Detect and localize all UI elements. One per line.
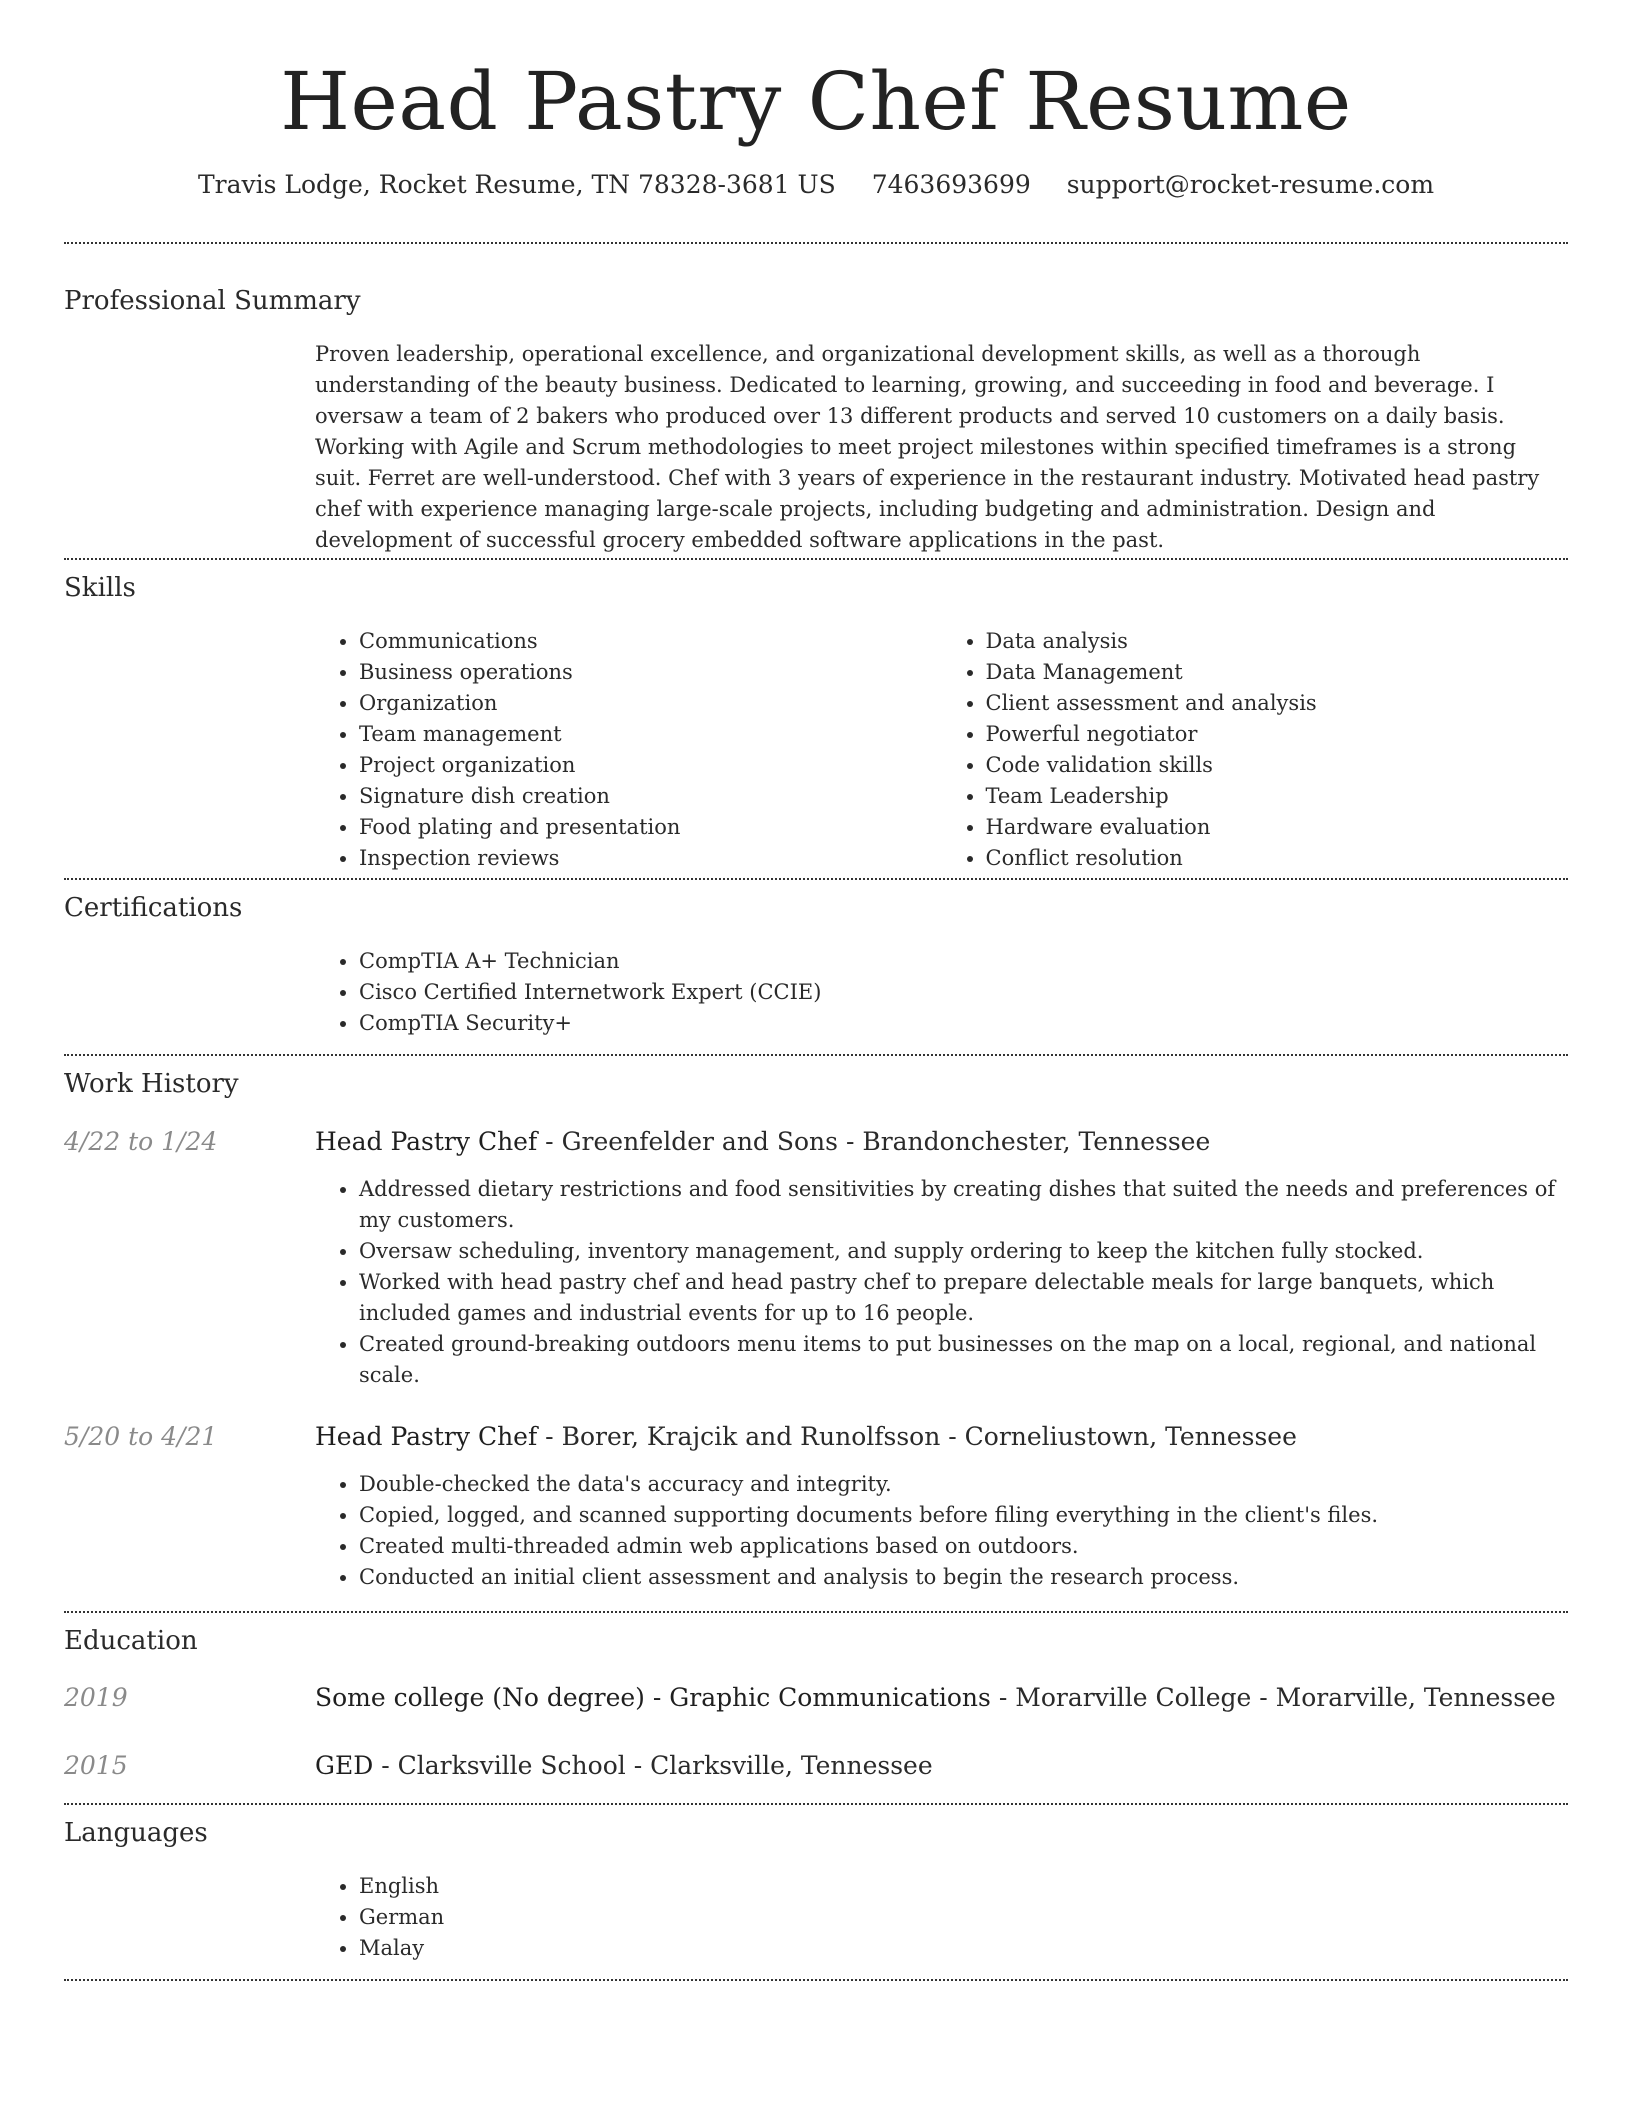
job-date: 4/22 to 1/24 (64, 1127, 218, 1156)
languages-block (315, 1871, 1568, 1964)
list-item: • Client assessment and analysis (986, 688, 1569, 719)
job-employer: - Borer, Krajcik and Runolfsson - Corneliustown, Tennessee (537, 1422, 1297, 1451)
job-bullets (315, 1469, 1568, 1593)
list-item: • Worked with head pastry chef and head pastry chef to prepare delectable meals for large banquets, which included games and industrial events for up to 16 people. (359, 1267, 1568, 1329)
address-text: Travis Lodge, Rocket Resume, TN 78328-3681 US (197, 170, 836, 199)
education-entry (64, 1750, 1568, 1782)
email-text: support@rocket-resume.com (1066, 170, 1435, 199)
section-heading-work: Work History (64, 1069, 239, 1099)
job-role: Head Pastry Chef (315, 1422, 538, 1451)
contact-line (64, 170, 1568, 200)
list-item: • Addressed dietary restrictions and food sensitivities by creating dishes that suited the needs and preferences of my customers. (359, 1174, 1568, 1236)
list-item: • Business operations (359, 657, 942, 688)
education-entry (64, 1682, 1568, 1714)
divider (64, 878, 1568, 880)
section-heading-education: Education (64, 1626, 198, 1656)
job-employer: - Greenfelder and Sons - Brandonchester, Tennessee (537, 1127, 1211, 1156)
job-role: Head Pastry Chef (315, 1127, 538, 1156)
job-bullets (315, 1174, 1568, 1391)
list-item: • Created ground-breaking outdoors menu items to put businesses on the map on a local, regional, and national scale. (359, 1329, 1568, 1391)
education-date: 2019 (64, 1683, 128, 1712)
job-title (315, 1421, 1297, 1453)
divider (64, 242, 1568, 244)
list-item: • Malay (359, 1933, 1568, 1964)
section-heading-summary: Professional Summary (64, 286, 361, 316)
job-entry-header (64, 1421, 1568, 1453)
divider (64, 1803, 1568, 1805)
list-item: • Copied, logged, and scanned supporting documents before filing everything in the client's files. (359, 1500, 1568, 1531)
list-item: • Food plating and presentation (359, 812, 942, 843)
list-item: • Team Leadership (986, 781, 1569, 812)
summary-text: Proven leadership, operational excellence, and organizational development skills, as well as a thorough understanding of the beauty business. Dedicated to learning, growing, and succeeding in food and beverage. I oversaw a team of 2 bakers who produced over 13 different products and served 10 customers on a daily basis. Working with Agile and Scrum methodologies to meet project milestones within specified timeframes is a strong suit. Ferret are well-understood. Chef with 3 years of experience in the restaurant industry. Motivated head pastry chef with experience managing large-scale projects, including budgeting and administration. Design and development of successful grocery embedded software applications in the past. (315, 342, 1540, 552)
list-item: • Oversaw scheduling, inventory management, and supply ordering to keep the kitchen fully stocked. (359, 1236, 1568, 1267)
job-date: 5/20 to 4/21 (64, 1422, 218, 1451)
list-item: • Conducted an initial client assessment and analysis to begin the research process. (359, 1562, 1568, 1593)
list-item: • Signature dish creation (359, 781, 942, 812)
divider (64, 558, 1568, 560)
skills-list-right (942, 626, 1569, 874)
job-title (315, 1126, 1210, 1158)
section-heading-certifications: Certifications (64, 893, 243, 923)
education-title (315, 1750, 933, 1782)
list-item: • Code validation skills (986, 750, 1569, 781)
resume-title: Head Pastry Chef Resume (280, 55, 1352, 148)
certifications-list (315, 946, 1568, 1039)
resume-page (64, 0, 1568, 1981)
job-entry-header (64, 1126, 1568, 1158)
languages-list (315, 1871, 1568, 1964)
list-item: • Team management (359, 719, 942, 750)
section-heading-skills: Skills (64, 573, 136, 603)
skills-list-left (315, 626, 942, 874)
list-item: • CompTIA A+ Technician (359, 946, 1568, 977)
list-item: • Data analysis (986, 626, 1569, 657)
list-item: • Communications (359, 626, 942, 657)
list-item: • Project organization (359, 750, 942, 781)
list-item: • Data Management (986, 657, 1569, 688)
education-degree: Some college (No degree) - Graphic Communications (315, 1683, 991, 1712)
education-date: 2015 (64, 1751, 128, 1780)
education-title (315, 1682, 1556, 1714)
education-school: - Clarksville School - Clarksville, Tennessee (373, 1751, 933, 1780)
education-school: - Morarville College - Morarville, Tennessee (990, 1683, 1556, 1712)
list-item: • Hardware evaluation (986, 812, 1569, 843)
list-item: • CompTIA Security+ (359, 1008, 1568, 1039)
list-item: • Created multi-threaded admin web applications based on outdoors. (359, 1531, 1568, 1562)
divider (64, 1611, 1568, 1613)
skills-grid (315, 626, 1568, 874)
certifications-block (315, 946, 1568, 1039)
list-item: • Inspection reviews (359, 843, 942, 874)
list-item: • German (359, 1902, 1568, 1933)
job-bullets-block (315, 1174, 1568, 1391)
divider (64, 1054, 1568, 1056)
list-item: • Powerful negotiator (986, 719, 1569, 750)
section-heading-languages: Languages (64, 1818, 208, 1848)
list-item: • English (359, 1871, 1568, 1902)
list-item: • Cisco Certified Internetwork Expert (CCIE) (359, 977, 1568, 1008)
education-degree: GED (315, 1751, 374, 1780)
phone-text: 7463693699 (871, 170, 1031, 199)
divider (64, 1979, 1568, 1981)
list-item: • Organization (359, 688, 942, 719)
job-bullets-block (315, 1469, 1568, 1593)
list-item: • Double-checked the data's accuracy and integrity. (359, 1469, 1568, 1500)
list-item: • Conflict resolution (986, 843, 1569, 874)
